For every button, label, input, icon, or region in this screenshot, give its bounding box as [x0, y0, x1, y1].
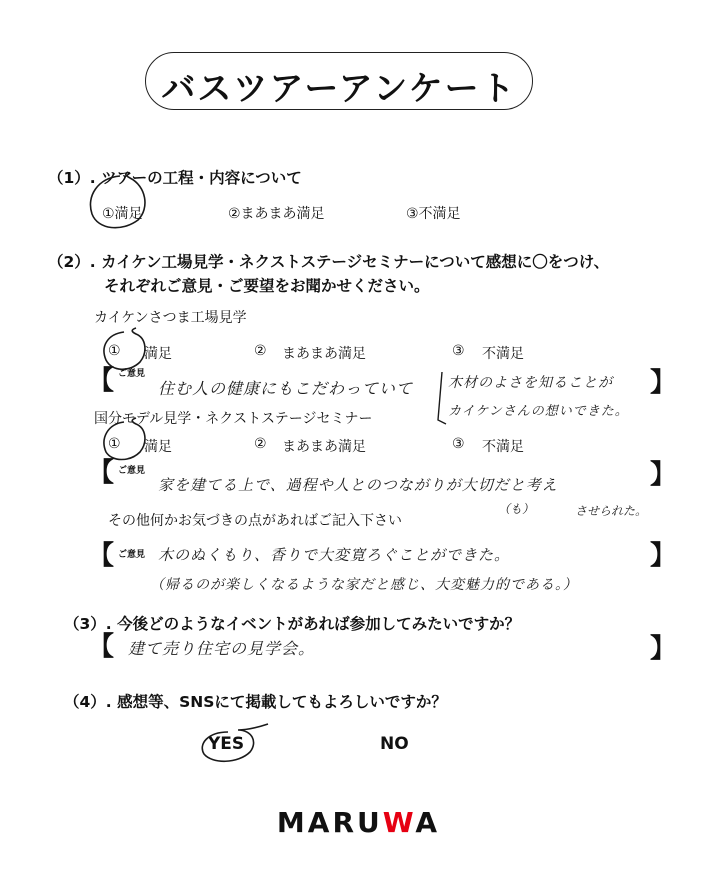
q4-yes-option[interactable]: YES [208, 734, 245, 754]
s2-comment-handwriting-small: （も） [498, 502, 535, 516]
s1-option-3-label: 不満足 [482, 346, 524, 362]
s1-comment-handwriting-2b: カイケンさんの想いできた。 [448, 404, 629, 419]
title-frame [145, 52, 533, 110]
other-bracket-open: 【 [88, 541, 115, 571]
other-bracket-close: 】 [650, 541, 677, 571]
s2-bracket-close: 】 [650, 460, 677, 490]
s1-option-2-number[interactable]: ② [254, 343, 267, 359]
s2-option-1-label: 満足 [144, 439, 172, 455]
logo-text-c: A [415, 806, 441, 839]
question-3: （3）. 今後どのようなイベントがあれば参加してみたいですか？ [64, 615, 521, 633]
q1-option-satisfied[interactable]: ①満足 [102, 206, 143, 222]
q3-answer-handwriting: 建て売り住宅の見学会。 [128, 639, 316, 658]
s2-option-3-label: 不満足 [482, 439, 524, 455]
s1-comment-handwriting-2a: 木材のよさを知ることが [448, 375, 613, 391]
other-comment-handwriting-1: 木のぬくもり、香りで大変寛ろぐことができた。 [158, 546, 511, 564]
question-2-line-1: （2）. カイケン工場見学・ネクストステージセミナーについて感想に〇をつけ、 [48, 253, 610, 271]
s2-comment-handwriting-2: させられた。 [575, 504, 648, 518]
s2-option-2-number[interactable]: ② [254, 436, 267, 452]
s2-comment-handwriting-1: 家を建てる上で、過程や人とのつながりが大切だと考え [158, 476, 558, 494]
s1-option-2-label: まあまあ満足 [282, 346, 366, 362]
s2-option-3-number[interactable]: ③ [452, 436, 465, 452]
other-comments-heading: その他何かお気づきの点があればご記入下さい [108, 513, 402, 529]
question-4: （4）. 感想等、SNSにて掲載してもよろしいですか？ [64, 693, 447, 711]
q1-option-somewhat-satisfied[interactable]: ②まあまあ満足 [228, 206, 325, 222]
s2-option-2-label: まあまあ満足 [282, 439, 366, 455]
q3-bracket-open: 【 [88, 632, 115, 662]
page-title: バスツアーアンケート [161, 69, 517, 109]
s1-option-1-label: 満足 [144, 346, 172, 362]
q1-option-unsatisfied[interactable]: ③不満足 [406, 206, 461, 222]
s1-option-1-number[interactable]: ① [108, 343, 121, 359]
s2-comment-label: ご意見 [118, 466, 146, 476]
other-comment-handwriting-2: （帰るのが楽しくなるような家だと感じ、大変魅力的である。） [150, 577, 578, 593]
logo-text-a: MARU [276, 806, 383, 839]
question-2-line-2: それぞれご意見・ご要望をお聞かせください。 [104, 277, 430, 295]
question-1: （1）. ツアーの工程・内容について [48, 169, 302, 187]
s1-comment-label: ご意見 [118, 369, 146, 379]
maruwa-logo [0, 806, 717, 839]
s2-option-1-number[interactable]: ① [108, 436, 121, 452]
q4-no-option[interactable]: NO [380, 734, 409, 754]
factory-tour-heading: カイケンさつま工場見学 [94, 310, 247, 326]
s1-option-3-number[interactable]: ③ [452, 343, 465, 359]
q3-bracket-close: 】 [650, 634, 677, 664]
s2-bracket-open: 【 [88, 458, 115, 488]
s1-bracket-open: 【 [88, 366, 115, 396]
other-comment-label: ご意見 [118, 550, 146, 560]
logo-text-w: W [382, 806, 416, 839]
s1-comment-handwriting-1: 住む人の健康にもこだわっていて [158, 379, 413, 398]
s1-bracket-close: 】 [650, 368, 677, 398]
model-seminar-heading: 国分モデル見学・ネクストステージセミナー [94, 411, 373, 427]
s1-comment-box [438, 372, 446, 424]
